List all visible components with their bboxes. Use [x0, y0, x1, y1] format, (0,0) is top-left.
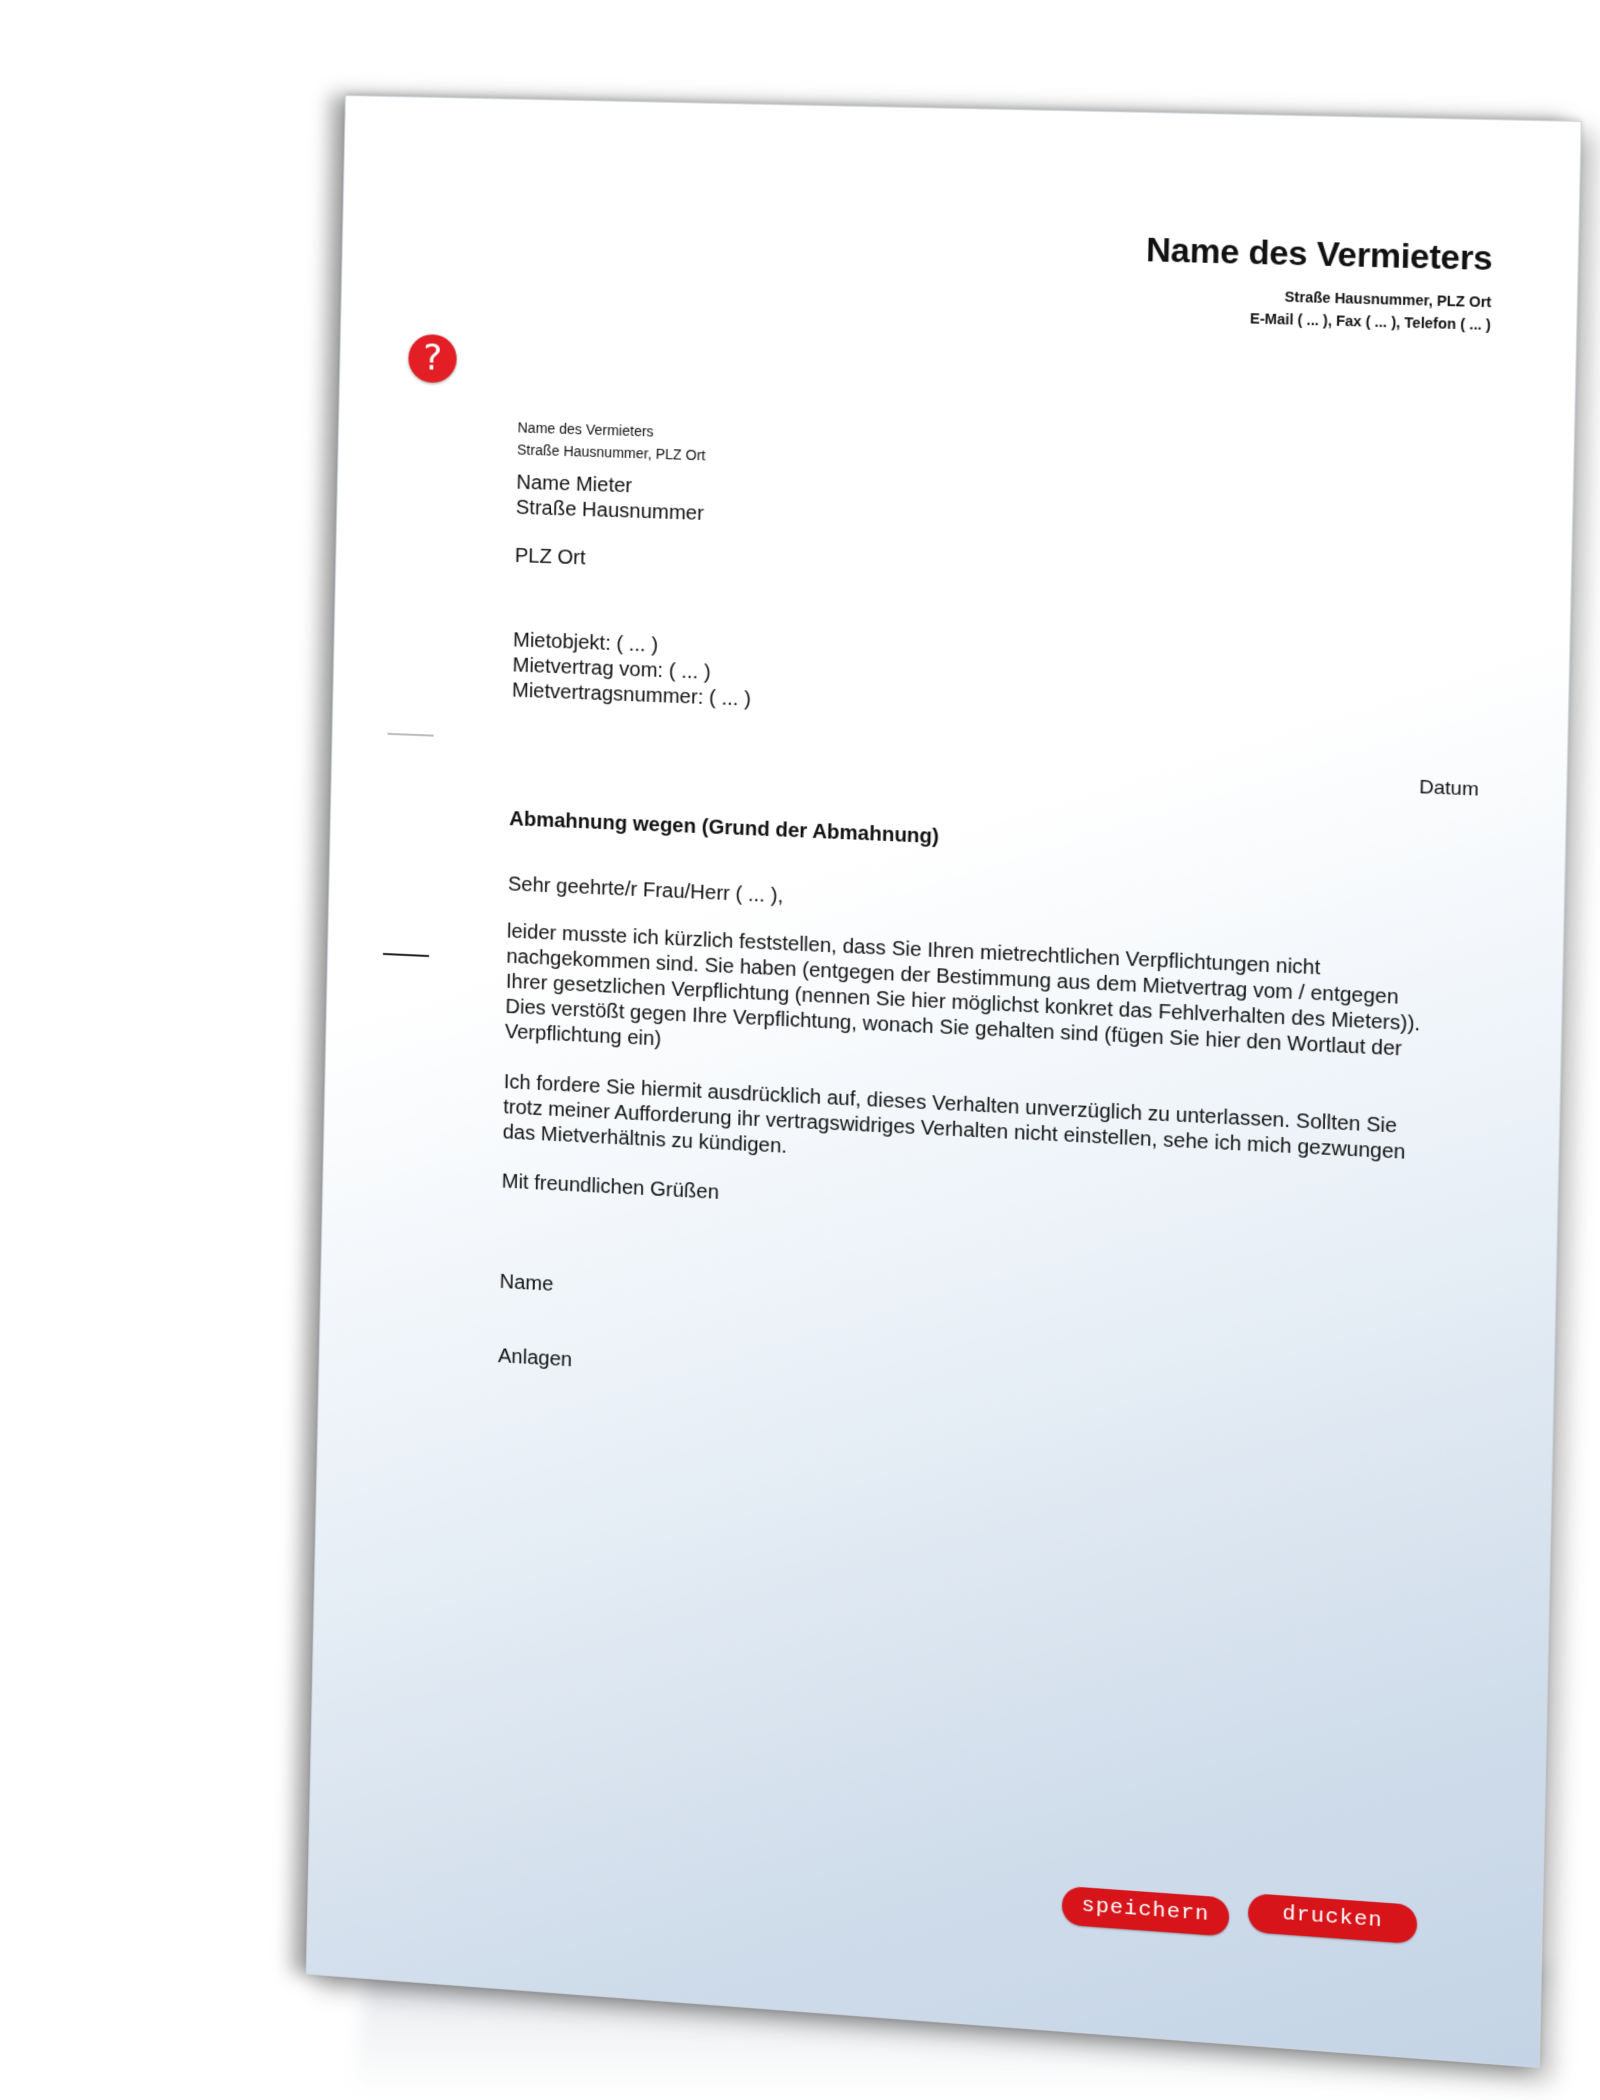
reference-object: Mietobjekt: ( ... ) [512, 629, 659, 657]
closing: Mit freundlichen Grüßen [501, 1170, 720, 1204]
sender-contact: E-Mail ( ... ), Fax ( ... ), Telefon ( ... ) [1249, 310, 1492, 334]
save-button[interactable]: speichern [1062, 1886, 1230, 1937]
body-paragraph-1: leider musste ich kürzlich feststellen, dass Sie Ihren mietrechtlichen Verpflichtungen nicht nachgekommen sind. Sie haben (entgegen der Bestimmung aus dem Mietvertrag vom / entgegen Ihrer gesetzlichen Verpflichtung (nennen Sie hier möglichst konkret das Fehlverhalten des Mieters)). Dies verstößt gegen Ihre Verpflichtung, wonach Sie gehalten sind (fügen Sie hier den Wortlaut der Verpflichtung ein) [504, 920, 1421, 1061]
date-label: Datum [1419, 776, 1479, 801]
sender-address: Straße Hausnummer, PLZ Ort [1284, 288, 1492, 311]
recipient-name: Name Mieter [516, 471, 633, 498]
help-icon[interactable]: ? [408, 334, 457, 383]
body-paragraph-2: Ich fordere Sie hiermit ausdrücklich auf, dieses Verhalten unverzüglich zu unterlassen. Sollten Sie trotz meiner Aufforderung ihr vertragswidriges Verhalten nicht einstellen, sehe ich mich gezwungen das Mietverhältnis zu kündigen. [502, 1071, 1406, 1164]
letter-sheet [306, 95, 1582, 2068]
recipient-city: PLZ Ort [514, 544, 586, 570]
salutation: Sehr geehrte/r Frau/Herr ( ... ), [507, 873, 784, 908]
return-address-street: Straße Hausnummer, PLZ Ort [516, 441, 706, 464]
reference-contract-date: Mietvertrag vom: ( ... ) [512, 654, 711, 684]
attachments-label: Anlagen [497, 1345, 573, 1372]
reference-contract-number: Mietvertragsnummer: ( ... ) [511, 679, 752, 711]
fold-mark-top [388, 733, 434, 737]
signature-name: Name [499, 1270, 554, 1296]
print-button[interactable]: drucken [1248, 1893, 1418, 1944]
fold-mark-middle [383, 953, 429, 957]
recipient-street: Straße Hausnummer [515, 496, 705, 525]
sender-name: Name des Vermieters [1145, 230, 1493, 278]
letter-subject: Abmahnung wegen (Grund der Abmahnung) [509, 807, 940, 849]
return-address-name: Name des Vermieters [517, 419, 654, 440]
